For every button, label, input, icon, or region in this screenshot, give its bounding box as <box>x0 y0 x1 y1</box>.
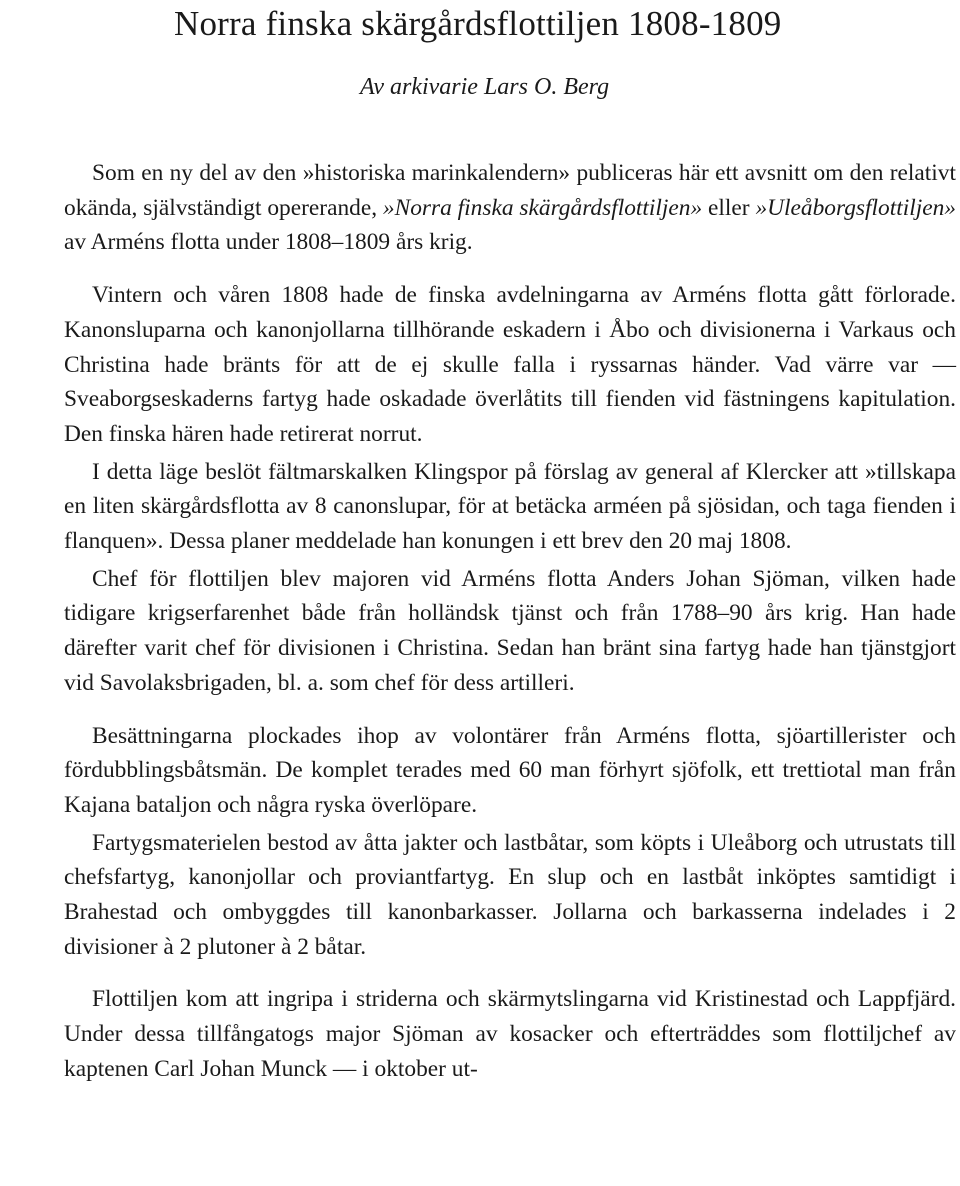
document-page <box>64 0 956 1087</box>
article-body <box>64 156 956 1087</box>
body-paragraph <box>64 982 956 1086</box>
italic-text-run: »Uleåborgsflottiljen» <box>755 194 956 221</box>
text-run: Chef för flottiljen blev majoren vid Arméns flotta Anders Johan Sjöman, vilken hade tidigare krigserfarenhet både från holländsk tjänst och från 1788–90 års krig. Han hade därefter varit chef för divisionen i Christina. Sedan han bränt sina fartyg hade han tjänstgjort vid Savolaksbrigaden, bl. a. som chef för dess artilleri. <box>64 565 956 696</box>
body-paragraph <box>64 562 956 701</box>
body-paragraph <box>64 826 956 965</box>
text-run: eller <box>702 194 756 221</box>
text-run: Vintern och våren 1808 hade de finska avdelningarna av Arméns flotta gått förlorade. Kanonsluparna och kanonjollarna tillhörande eskadern i Åbo och divisionerna i Varkaus och Christina hade bränts för att de ej skulle falla i ryssarnas händer. Vad värre var — Sveaborgseskaderns fartyg hade oskadade överlåtits till fienden vid fästningens kapitulation. Den finska hären hade retirerat norrut. <box>64 282 956 447</box>
text-run: Som en ny del av den »historiska marinkalendern» publiceras här ett avsnitt om den relativt okända, självständigt opererande, <box>64 160 956 221</box>
text-run: Flottiljen kom att ingripa i striderna och skärmytslingarna vid Kristinestad och Lappfjärd. Under dessa tillfångatogs major Sjöman av kosacker och efterträddes som flottiljchef av kaptenen Carl Johan Munck — i oktober ut- <box>64 986 956 1082</box>
text-run: Fartygsmaterielen bestod av åtta jakter och lastbåtar, som köpts i Uleåborg och utrustats till chefsfartyg, kanonjollar och proviantfartyg. En slup och en lastbåt inköptes samtidigt i Brahestad och ombyggdes till kanonbarkasser. Jollarna och barkasserna indelades i 2 divisioner à 2 plutoner à 2 båtar. <box>64 829 956 960</box>
text-run: I detta läge beslöt fältmarskalken Klingspor på förslag av general af Klercker att »tillskapa en liten skärgårdsflotta av 8 canonslupar, för at betäcka arméen på sjösidan, och taga fienden i flanquen». Dessa planer meddelade han konungen i ett brev den 20 maj 1808. <box>64 458 956 555</box>
article-byline: Av arkivarie Lars O. Berg <box>360 74 610 100</box>
body-paragraph <box>64 455 956 559</box>
article-title: Norra finska skärgårdsflottiljen 1808-1809 <box>174 4 782 43</box>
text-run: av Arméns flotta under 1808–1809 års krig. <box>64 229 473 256</box>
italic-text-run: »Norra finska skärgårdsflottiljen» <box>382 194 703 221</box>
body-paragraph <box>64 156 956 260</box>
text-run: Besättningarna plockades ihop av volontärer från Arméns flotta, sjöartillerister och fördubblingsbåtsmän. De komplet terades med 60 man förhyrt sjöfolk, ett trettiotal man från Kajana bataljon och några ryska överlöpare. <box>64 722 956 818</box>
body-paragraph <box>64 278 956 452</box>
body-paragraph <box>64 719 956 823</box>
